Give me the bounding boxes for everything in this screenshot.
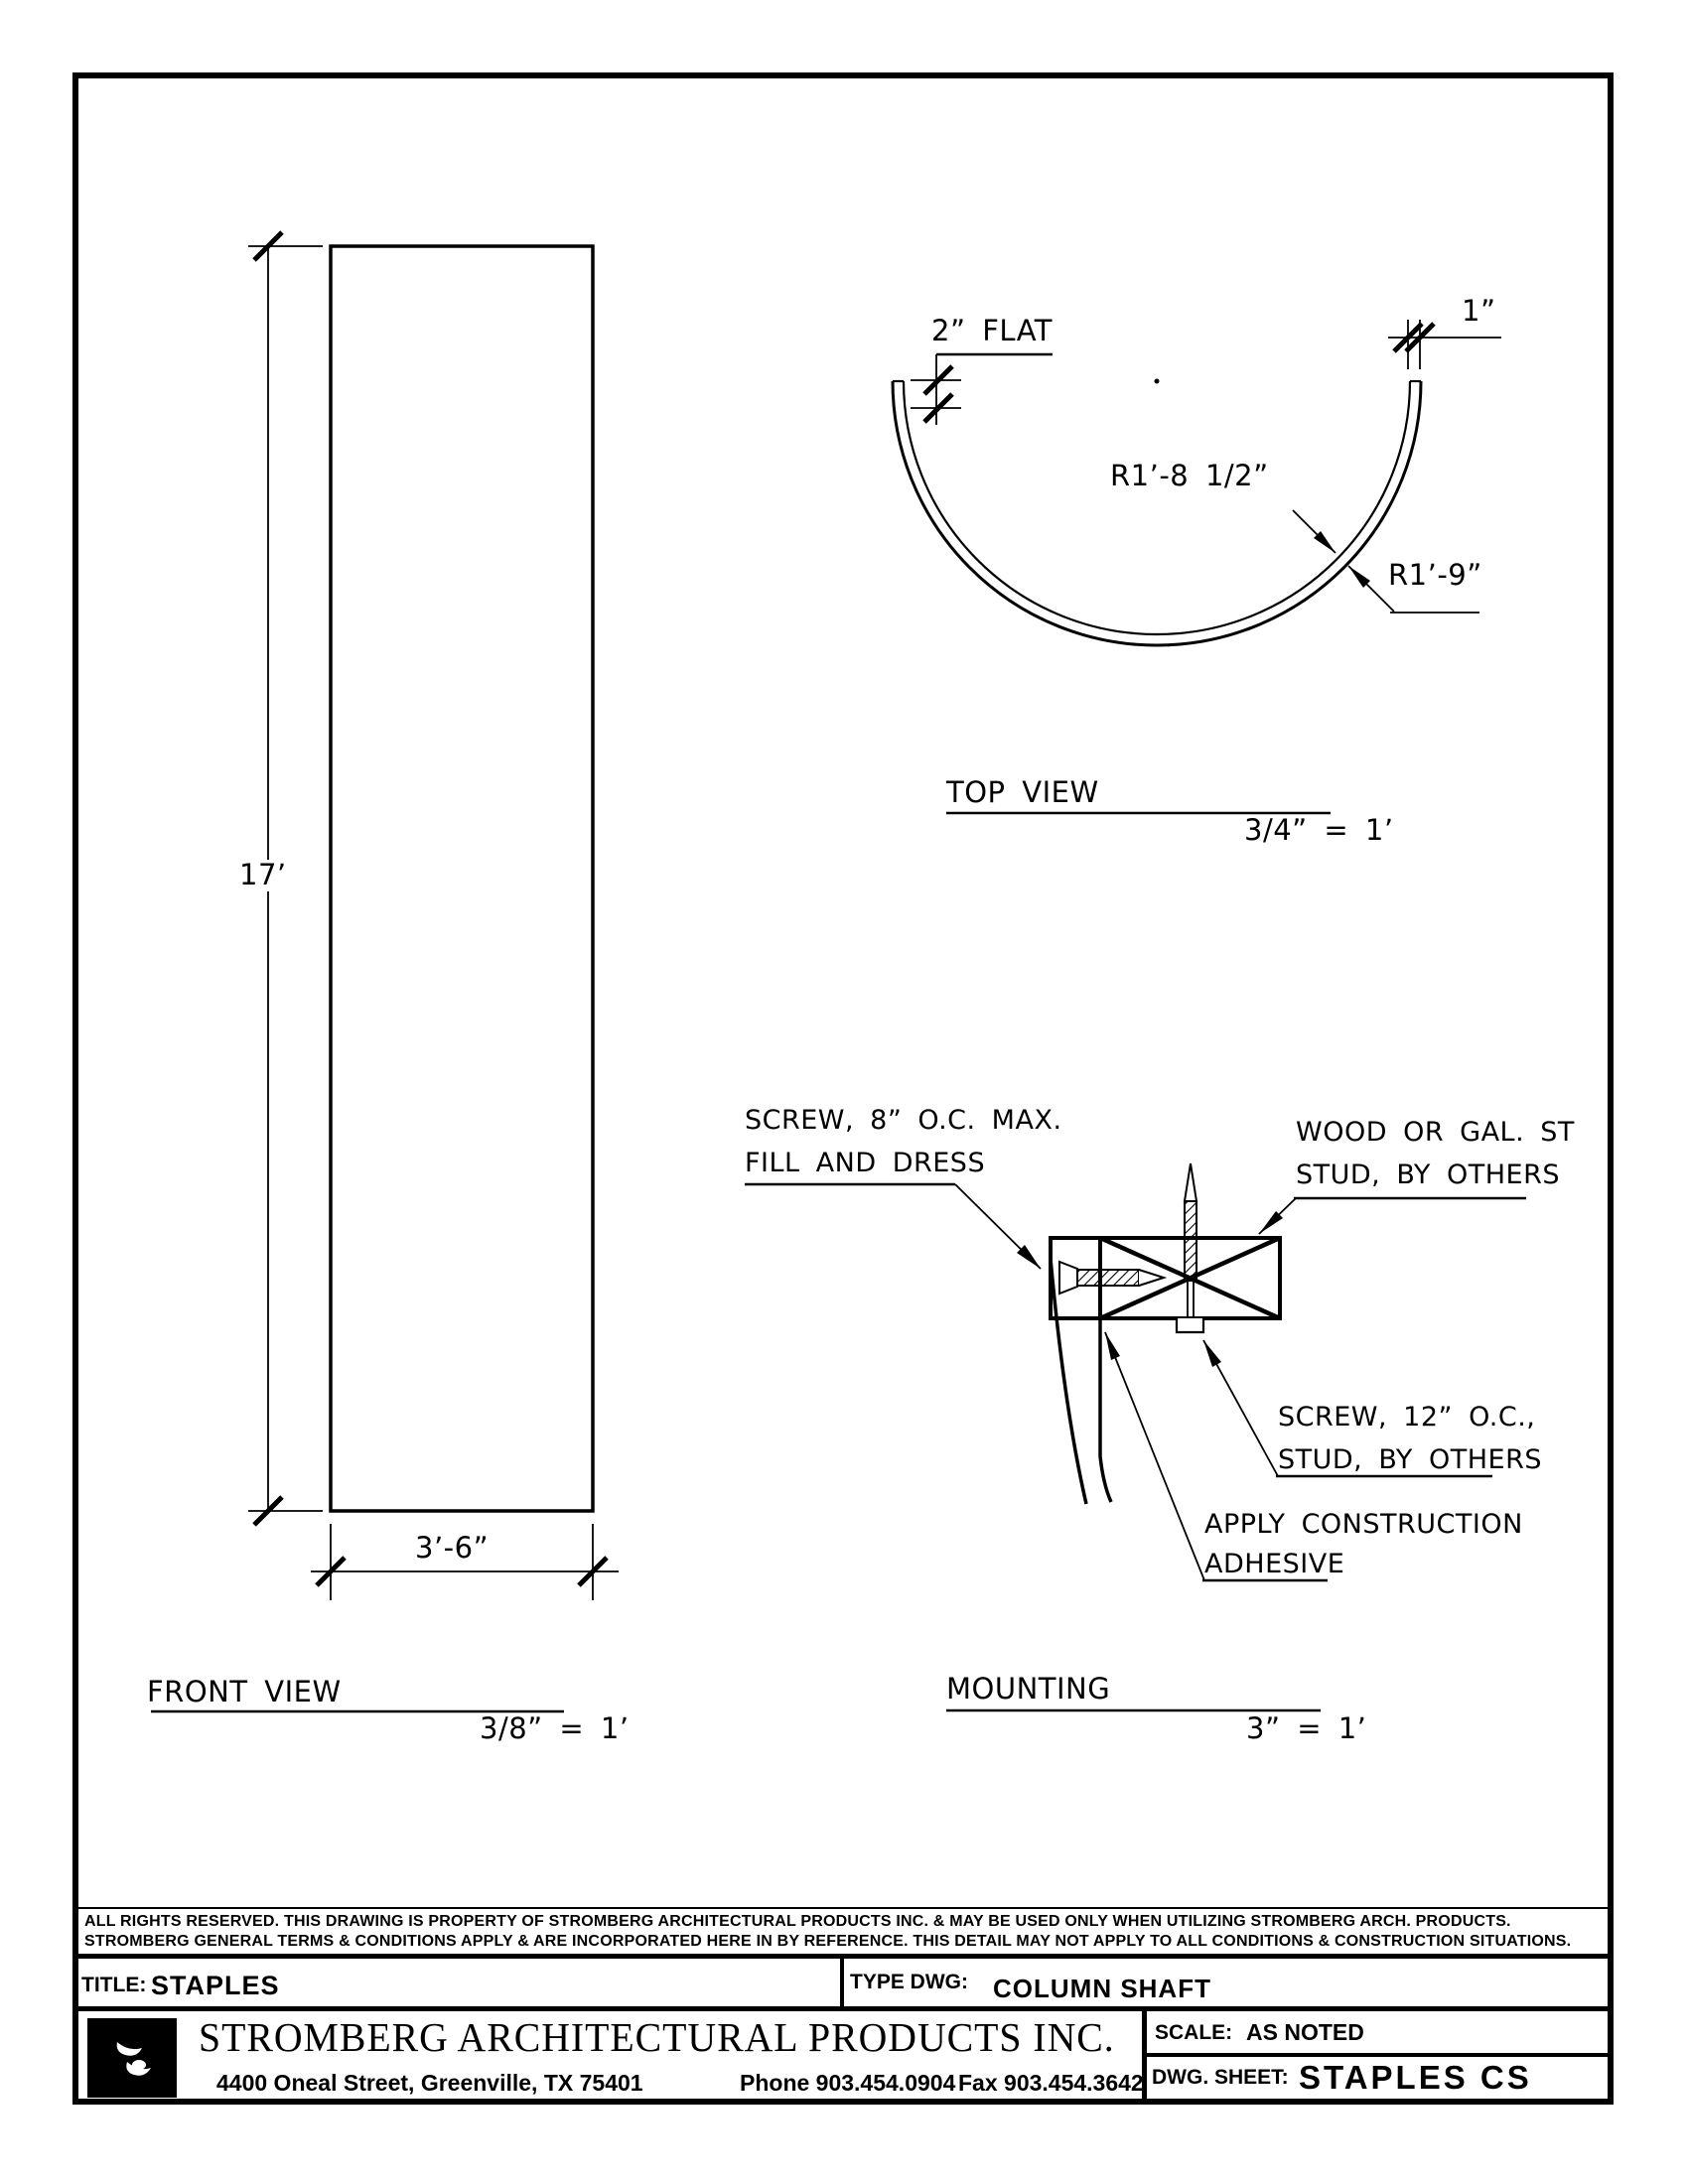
top-view-inner-radius: R1’-8 1/2” — [1110, 459, 1269, 492]
dwg-sheet-value: STAPLES CS — [1299, 2059, 1532, 2096]
disclaimer-line-2: STROMBERG GENERAL TERMS & CONDITIONS APPLY & ARE INCORPORATED HERE IN BY REFERENCE. THIS DETAIL MAY NOT APPLY TO ALL CONDITIONS & CONSTRUCTION SITUATIONS. — [84, 1933, 1572, 1950]
company-name: STROMBERG ARCHITECTURAL PRODUCTS INC. — [199, 2014, 1115, 2060]
mounting-screw12-label-2: STUD, BY OTHERS — [1278, 1444, 1542, 1475]
title-label: TITLE: — [81, 1974, 147, 1996]
company-address: 4400 Oneal Street, Greenville, TX 75401 — [216, 2070, 643, 2096]
front-view-width-dim: 3’-6” — [415, 1531, 490, 1565]
mounting-stud-label-1: WOOD OR GAL. ST — [1296, 1117, 1575, 1148]
mounting-stud-label-2: STUD, BY OTHERS — [1296, 1160, 1560, 1190]
title-value: STAPLES — [151, 1971, 280, 2000]
dwg-sheet-label: DWG. SHEET: — [1152, 2066, 1289, 2089]
top-view-title: TOP VIEW — [946, 775, 1099, 809]
front-view-outline — [151, 232, 619, 1711]
front-view-scale: 3/8” = 1’ — [480, 1711, 630, 1745]
scale-label: SCALE: — [1155, 2021, 1233, 2044]
mounting-detail — [745, 1163, 1526, 1710]
mounting-scale: 3” = 1’ — [1246, 1711, 1367, 1745]
divider-disclaimer-top — [72, 1907, 1614, 1909]
front-view-title: FRONT VIEW — [147, 1675, 342, 1708]
mounting-title: MOUNTING — [946, 1672, 1111, 1706]
company-phone: Phone 903.454.0904 — [740, 2070, 956, 2096]
top-view-thickness-dim: 1” — [1462, 294, 1496, 328]
stromberg-logo — [87, 2018, 177, 2098]
scale-value: AS NOTED — [1246, 2019, 1364, 2045]
stromberg-logo-mark — [87, 2018, 177, 2098]
top-view-outer-radius: R1’-9” — [1388, 558, 1482, 592]
type-dwg-value: COLUMN SHAFT — [993, 1974, 1211, 2003]
mounting-adhesive-label-2: ADHESIVE — [1204, 1549, 1345, 1579]
divider-scale-sheet — [1142, 2053, 1614, 2057]
company-fax: Fax 903.454.3642 — [958, 2070, 1144, 2096]
type-dwg-label: TYPE DWG: — [850, 1971, 968, 1993]
mounting-screw8-label-2: FILL AND DRESS — [745, 1148, 986, 1178]
divider-title-type — [840, 1954, 844, 2011]
top-view-flat-dim: 2” FLAT — [931, 314, 1053, 347]
mounting-adhesive-label-1: APPLY CONSTRUCTION — [1204, 1509, 1523, 1540]
mounting-screw12-label-1: SCREW, 12” O.C., — [1278, 1402, 1536, 1433]
top-view-scale: 3/4” = 1’ — [1244, 813, 1394, 847]
front-view-height-dim: 17’ — [236, 860, 290, 891]
mounting-screw8-label-1: SCREW, 8” O.C. MAX. — [745, 1105, 1062, 1136]
disclaimer-line-1: ALL RIGHTS RESERVED. THIS DRAWING IS PROPERTY OF STROMBERG ARCHITECTURAL PRODUCTS INC. & MAY BE USED ONLY WHEN UTILIZING STROMBERG ARCH. PRODUCTS. — [84, 1913, 1511, 1930]
